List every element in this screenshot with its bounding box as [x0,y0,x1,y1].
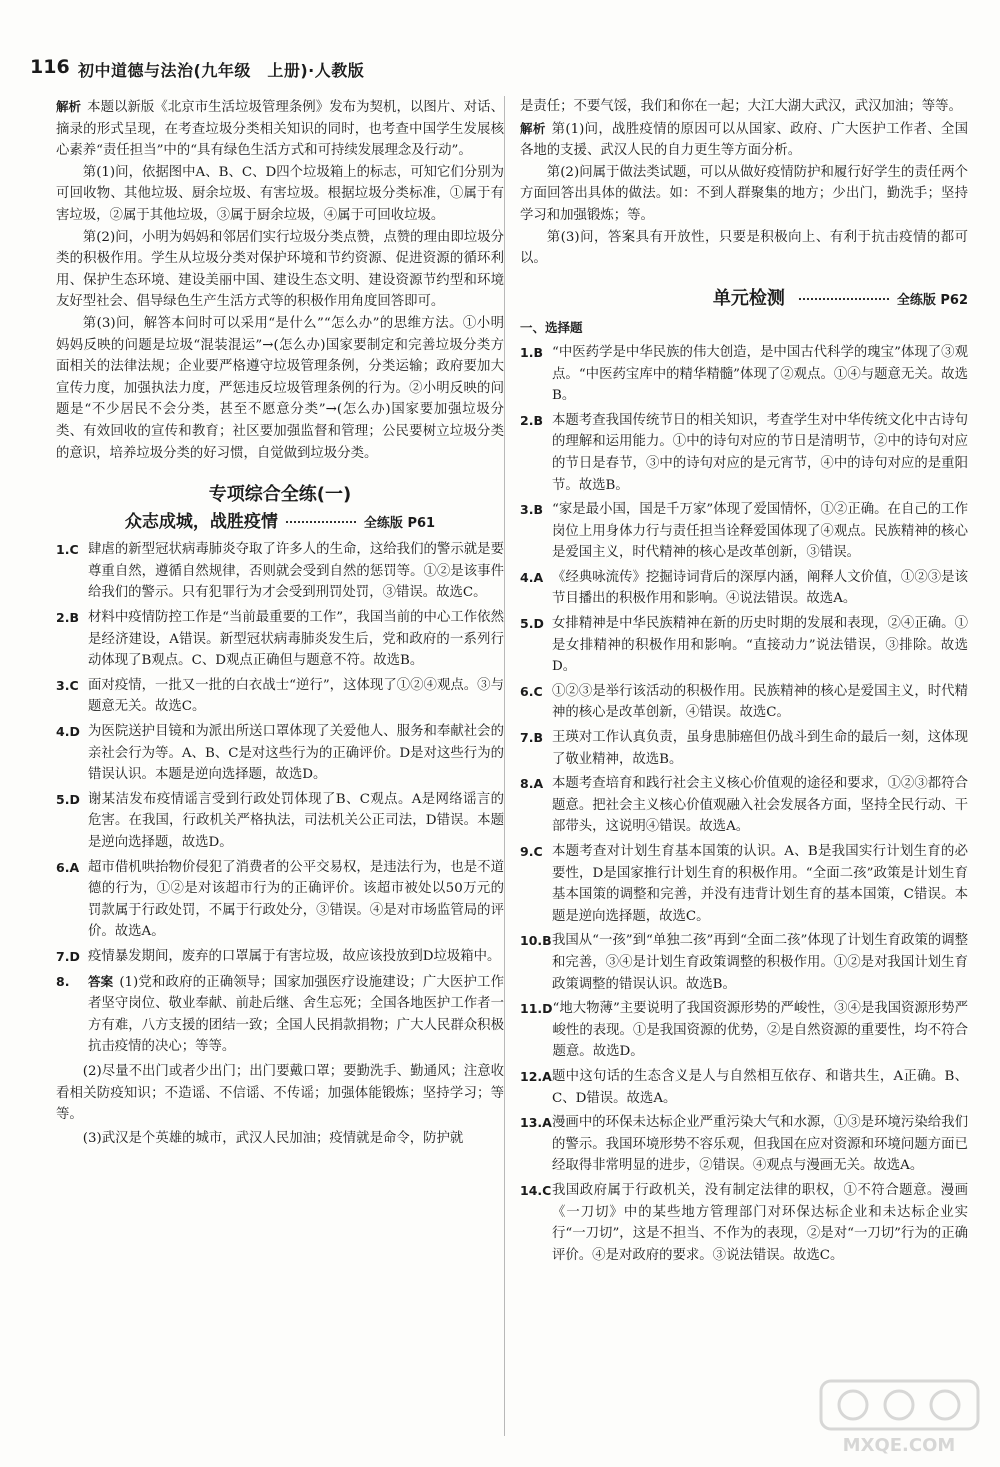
answer-item: 10.B 我国从“一孩”到“单独二孩”再到“全面二孩”体现了计划生育政策的调整和完善，③④是计划生育政策调整的积极作用。①②是对我国计划生育政策调整的错误认识。故选B。 [520,933,969,992]
watermark-text: MXQE.COM [842,1435,956,1456]
part-label: 一、选择题 [520,320,583,336]
answer-item: 2.B 材料中疫情防控工作是“当前最重要的工作”，我国当前的中心工作依然是经济建设，A错误。新型冠状病毒肺炎发生后，党和政府的一系列行动体现了B观点。C、D观点正确但与题意不符。故选B。 [56,610,504,669]
analysis-paragraph: 第(2)问属于做法类试题，可以从做好疫情防护和履行好学生的责任两个方面回答出具体的做法。如：不到人群聚集的地方；少出门，勤洗手；坚持学习和加强锻炼；等。 [520,164,968,223]
answer-part: (2)尽量不出门或者少出门；出门要戴口罩；要勤洗手、勤通风；注意收看相关防疫知识；不造谣、不信谣、不传谣；加强体能锻炼；坚持学习；等等。 [56,1063,504,1123]
answer-item: 4.A 《经典咏流传》挖掘诗词背后的深厚内涵，阐释人文价值，①②③是该节目播出的积极作用和影响。④说法错误。故选A。 [520,569,968,607]
answer-item: 2.B 本题考查我国传统节日的相关知识，考查学生对中华传统文化中古诗句的理解和运用能力。①中的诗句对应的节日是清明节，②中的诗句对应的节日是春节，③中的诗句对应的是元宵节，④中的诗句对应的是重阳节。故选B。 [520,412,968,493]
answer-part: (3)武汉是个英雄的城市，武汉人民加油；疫情就是命令，防护就 [82,1130,464,1146]
analysis-paragraph: 第(1)问，依据图中A、B、C、D四个垃圾箱上的标志，可知它们分别为可回收物、其他垃圾、厨余垃圾、有害垃圾。根据垃圾分类标准，①属于有害垃圾，②属于其他垃圾，③属于厨余垃圾，④属于可回收垃圾。 [56,164,504,223]
unit-heading [520,288,968,312]
answer-item: 12.A 题中这句话的生态含义是人与自然相互依存、和谐共生，A正确。B、C、D错误。故选A。 [520,1068,968,1106]
unit-ref: 全练版 P62 [896,292,968,308]
answer-item: 1.C 肆虐的新型冠状病毒肺炎夺取了许多人的生命，这给我们的警示就是要尊重自然，遵循自然规律，否则就会受到自然的惩罚等。①②是该事件给我们的警示。只有犯罪行为才会受到刑罚处罚，③错误。故选C。 [56,542,504,601]
answer-continuation: 是责任；不要气馁，我们和你在一起；大江大湖大武汉，武汉加油；等等。 [520,99,962,114]
answer-item: 1.B “中医药学是中华民族的伟大创造，是中国古代科学的瑰宝”体现了③观点。“中医药宝库中的精华精髓”体现了②观点。①④与题意无关。故选B。 [520,344,968,404]
answer-item: 9.C 本题考查对计划生育基本国策的认识。A、B是我国实行计划生育的必要性，D是国家推行计划生育的积极作用。“全面二孩”政策是计划生育基本国策的调整和完善，并没有违背计划生育的基本国策，C错误。本题是逆向选择题，故选C。 [520,844,968,924]
answer-item: 3.C 面对疫情，一批又一批的白衣战士“逆行”，这体现了①②④观点。③与题意无关。故选C。 [56,677,504,715]
answer-item: 6.C ①②③是举行该活动的积极作用。民族精神的核心是爱国主义，时代精神的核心是改革创新，④错误。故选C。 [520,683,968,721]
page-number: 116 [30,56,70,78]
dot-leader [799,298,889,300]
analysis-label: 解析 [520,120,546,136]
answer-item: 13.A 漫画中的环保未达标企业严重污染大气和水源，①③是环境污染给我们的警示。我国环境形势不容乐观，但我国在应对资源和环境问题方面已经取得非常明显的进步，②错误。④观点与漫画无关。故选A。 [520,1115,968,1174]
answer-item: 5.D 谢某洁发布疫情谣言受到行政处罚体现了B、C观点。A是网络谣言的危害。在我国，行政机关严格执法，司法机关公正司法，D错误。本题是逆向选择题，故选D。 [56,791,504,850]
answer-item: 6.A 超市借机哄抬物价侵犯了消费者的公平交易权，是违法行为，也是不道德的行为，①②是对该超市行为的正确评价。该超市被处以50万元的罚款属于行政处罚，不属于行政处分，③错误。④是对市场监管局的评价。故选A。 [56,859,504,940]
subsection-title: 众志成城，战胜疫情 [124,511,278,532]
analysis-paragraph: 第(3)问，答案具有开放性，只要是积极向上、有利于抗击疫情的都可以。 [520,229,968,267]
analysis-label: 解析 [56,99,82,114]
right-column [520,96,968,1269]
watermark-logo [817,1377,982,1457]
answer-item: 14.C 我国政府属于行政机关，没有制定法律的职权，①不符合题意。漫画《一刀切》中的某些地方管理部门对环保达标企业和未达标企业实行“一刀切”，这是不担当、不作为的表现，②是对“一刀切”行为的正确评价。④是对政府的要求。③说法错误。故选C。 [520,1182,968,1263]
answer-item: 5.D 女排精神是中华民族精神在新的历史时期的发展和表现，②④正确。①是女排精神的积极作用和影响。“直接动力”说法错误，③排除。故选D。 [520,616,968,675]
analysis-paragraph: 解析 本题以新版《北京市生活垃圾管理条例》发布为契机，以图片、对话、摘录的形式呈现，在考查垃圾分类相关知识的同时，也考查中国学生发展核心素养“责任担当”中的“具有绿色生活方式和可持续发展理念及行动”。 [56,99,504,159]
answer-item-8: 8. 答案 (1)党和政府的正确领导；国家加强医疗设施建设；广大医护工作者坚守岗位、敬业奉献、前赴后继、舍生忘死；全国各地医护工作者一方有难，八方支援的团结一致；全国人民捐款捐物；广大人民群众积极抗击疫情的决心；等等。 [56,973,504,1055]
page-header [30,56,970,82]
answer-item: 11.D “地大物薄”主要说明了我国资源形势的严峻性，③④是我国资源形势严峻性的表现。①是我国资源的优势，②是自然资源的重要性，均不符合题意。故选D。 [520,1001,968,1060]
subsection-ref: 全练版 P61 [363,515,436,531]
section-title: 专项综合全练(一) [208,484,352,506]
analysis-paragraph: 解析 第(1)问，战胜疫情的原因可以从国家、政府、广大医护工作者、全国各地的支援、武汉人民的自力更生等方面分析。 [520,120,968,159]
analysis-paragraph: 第(2)问，小明为妈妈和邻居们实行垃圾分类点赞，点赞的理由即垃圾分类的积极作用。学生从垃圾分类对保护环境和节约资源、促进资源的循环利用、保护生态环境、建设美丽中国、建设生态文明、建设资源节约型和环境友好型社会、倡导绿色生产生活方式等的积极作用角度回答即可。 [56,229,504,310]
answer-item: 4.D 为医院送护目镜和为派出所送口罩体现了关爱他人、服务和奉献社会的亲社会行为等。A、B、C是对这些行为的正确评价。D是对这些行为的错误认识。本题是逆向选择题，故选D。 [56,724,504,783]
dot-leader [286,521,356,523]
answer-item: 8.A 本题考查培育和践行社会主义核心价值观的途径和要求，①②③都符合题意。把社会主义核心价值观融入社会发展各方面，坚持全民行动、干部带头，这说明④错误。故选A。 [520,776,968,835]
book-title: 初中道德与法治(九年级 上册)·人教版 [78,61,365,80]
left-column [56,96,504,1151]
answer-item: 3.B “家是最小国，国是千万家”体现了爱国情怀，①②正确。在自己的工作岗位上用身体力行与责任担当诠释爱国体现了④观点。民族精神的核心是爱国主义，时代精神的核心是改革创新，③错误。 [520,502,968,561]
answer-item: 7.D 疫情暴发期间，废弃的口罩属于有害垃圾，故应该投放到D垃圾箱中。 [56,948,501,964]
column-divider [504,96,505,1436]
subsection-heading [56,512,504,535]
answer-label: 答案 [88,973,114,989]
answer-item: 7.B 王瑛对工作认真负责，虽身患肺癌但仍战斗到生命的最后一刻，这体现了敬业精神，故选B。 [520,730,968,767]
analysis-paragraph: 第(3)问，解答本问时可以采用“是什么”“怎么办”的思维方法。①小明妈妈反映的问题是垃圾“混装混运”→(怎么办)国家要制定和完善垃圾分类方面相关的法律法规；企业要严格遵守垃圾管理条例，分类运输；政府要加大宣传力度，加强执法力度，严惩违反垃圾管理条例的行为。②小明反映的问题是“不少居民不会分类，甚至不愿意分类”→(怎么办)国家要加强垃圾分类、有效回收的宣传和教育；社区要加强监督和管理；公民要树立垃圾分类的意识，培养垃圾分类的好习惯，自觉做到垃圾分类。 [56,315,504,461]
unit-title: 单元检测 [712,287,785,309]
